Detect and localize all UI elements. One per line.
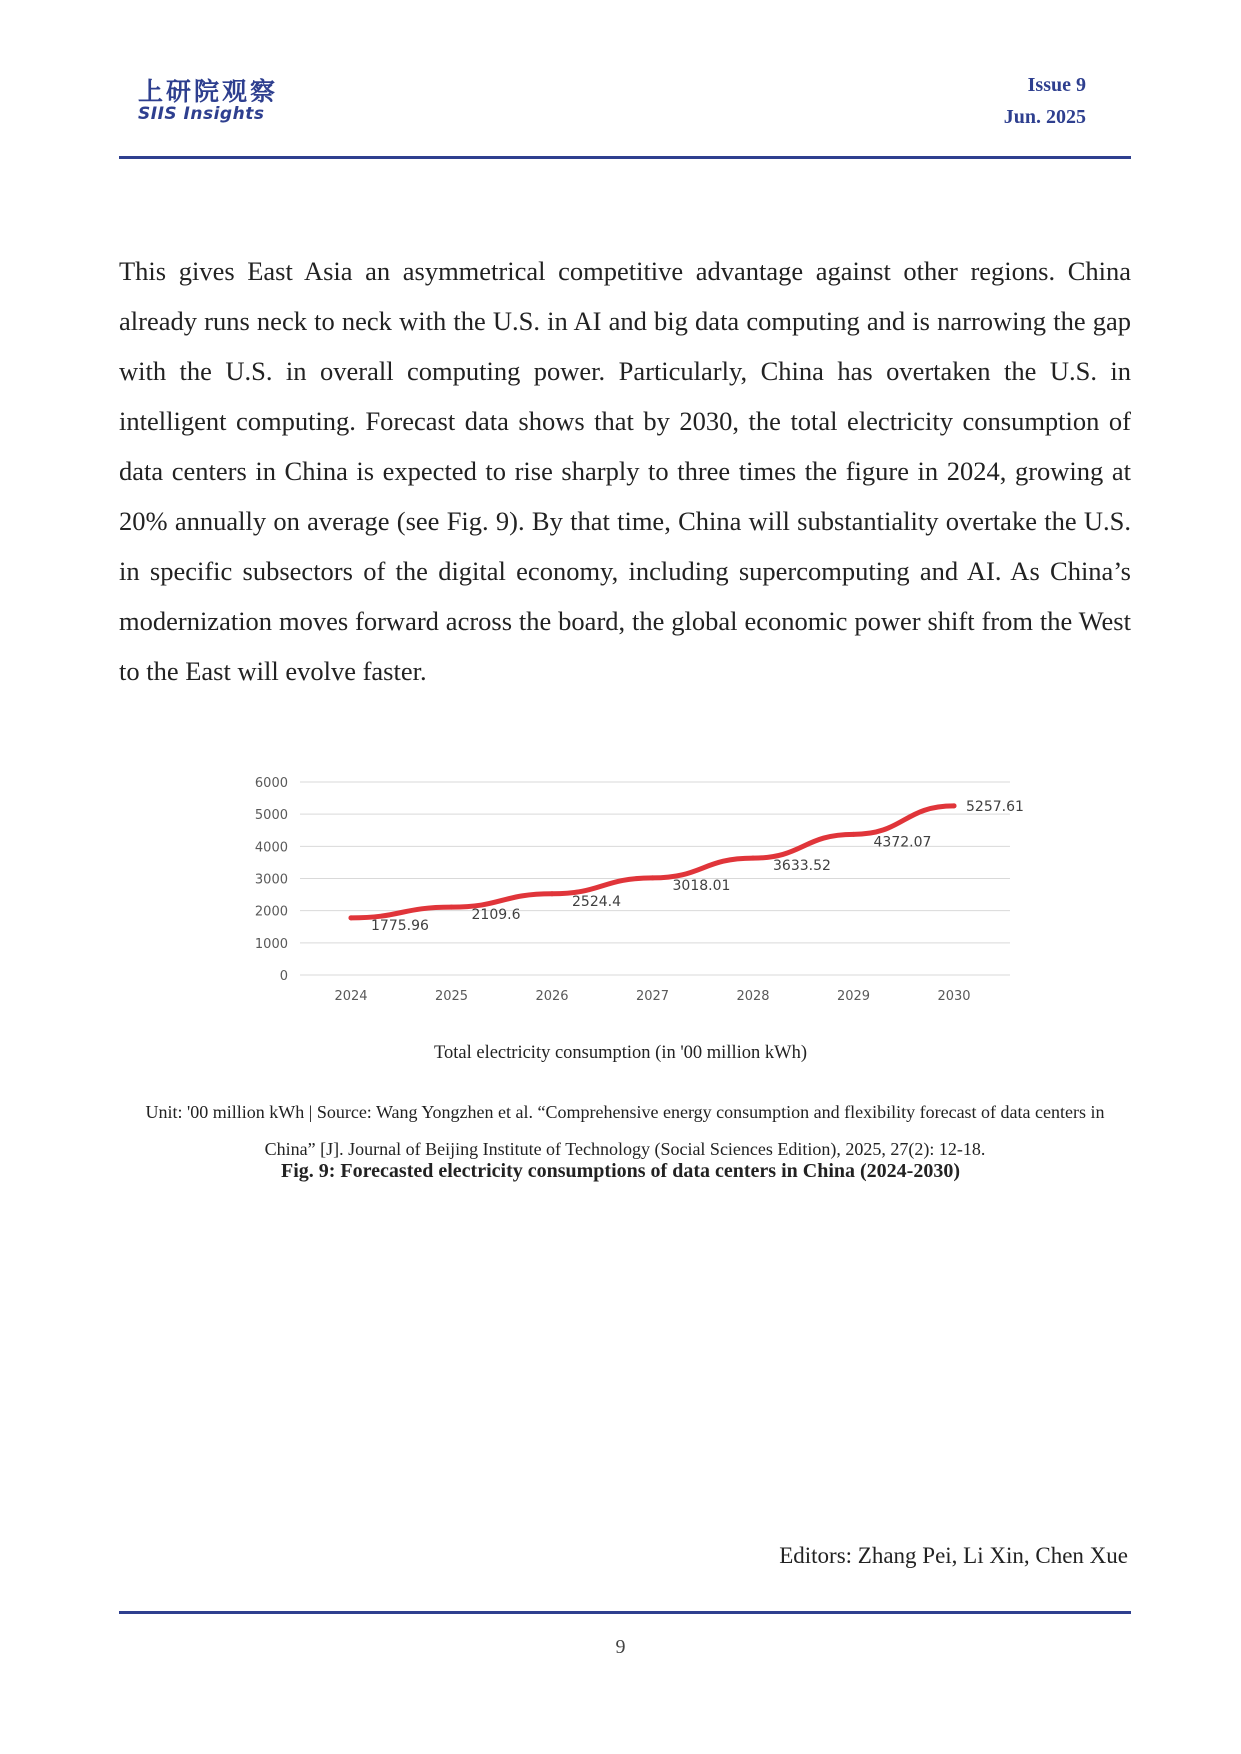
editors-credit: Editors: Zhang Pei, Li Xin, Chen Xue bbox=[779, 1543, 1128, 1568]
footer-rule bbox=[119, 1611, 1131, 1614]
x-tick-label: 2030 bbox=[937, 989, 971, 1004]
data-point bbox=[751, 856, 756, 861]
data-label: 5257.61 bbox=[966, 798, 1024, 815]
x-tick-label: 2026 bbox=[535, 989, 569, 1004]
header-rule bbox=[119, 156, 1131, 159]
issue-date: Jun. 2025 bbox=[1003, 106, 1086, 128]
y-tick-label: 6000 bbox=[254, 776, 288, 791]
chart-svg bbox=[250, 765, 1040, 1020]
chart-axis-caption: Total electricity consumption (in '00 million kWh) bbox=[434, 1043, 807, 1063]
data-label: 2524.4 bbox=[572, 893, 621, 910]
page-number: 9 bbox=[615, 1636, 626, 1658]
data-label: 1775.96 bbox=[371, 917, 429, 934]
data-label: 3018.01 bbox=[672, 877, 731, 894]
data-label: 2109.6 bbox=[471, 907, 521, 924]
body-text bbox=[119, 246, 1131, 696]
data-label: 3633.52 bbox=[773, 858, 831, 875]
data-point bbox=[349, 915, 354, 920]
y-tick-label: 4000 bbox=[254, 840, 288, 856]
x-tick-label: 2029 bbox=[836, 989, 871, 1004]
x-tick-label: 2027 bbox=[635, 989, 670, 1004]
x-tick-label: 2028 bbox=[736, 989, 770, 1004]
x-tick-label: 2025 bbox=[434, 989, 469, 1004]
logo-chinese: 上研院观察 bbox=[138, 77, 279, 106]
y-tick-label: 0 bbox=[279, 969, 288, 984]
line-chart bbox=[250, 765, 1040, 1020]
data-point bbox=[650, 875, 655, 880]
data-point bbox=[449, 905, 454, 910]
data-point bbox=[952, 803, 957, 808]
figure-caption: Fig. 9: Forecasted electricity consumptions of data centers in China (2024-2030) bbox=[281, 1160, 960, 1182]
body-paragraph: This gives East Asia an asymmetrical competitive advantage against other regions. China already runs neck to neck with the U.S. in AI and big data computing and is narrowing the gap with the U.S. in overall computing power. Particularly, China has overtaken the U.S. in intelligent computing. Forecast data shows that by 2030, the total electricity consumption of data centers in China is expected to rise sharply to three times the figure in 2024, growing at 20% annually on average (see Fig. 9). By that time, China will substantiality overtake the U.S. in specific subsectors of the digital economy, including supercomputing and AI. As China’s modernization moves forward across the board, the global economic power shift from the West to the East will evolve faster. bbox=[119, 256, 1131, 686]
data-point bbox=[550, 891, 555, 896]
y-tick-label: 2000 bbox=[254, 904, 288, 920]
series-line bbox=[351, 806, 954, 918]
data-point bbox=[851, 832, 856, 837]
x-tick-label: 2024 bbox=[334, 989, 368, 1004]
logo-english: SIIS Insights bbox=[138, 104, 265, 124]
y-tick-label: 5000 bbox=[254, 808, 288, 824]
y-tick-label: 3000 bbox=[254, 872, 288, 888]
figure-source: Unit: '00 million kWh | Source: Wang Yongzhen et al. “Comprehensive energy consumption and flexibility forecast of data centers in China” [J]. Journal of Beijing Institute of Technology (Social Sciences Edition), 2025, 27(2): 12-18. bbox=[145, 1102, 1105, 1159]
issue-number: Issue 9 bbox=[1027, 74, 1086, 96]
data-label: 4372.07 bbox=[873, 834, 932, 851]
y-tick-label: 1000 bbox=[254, 936, 288, 952]
